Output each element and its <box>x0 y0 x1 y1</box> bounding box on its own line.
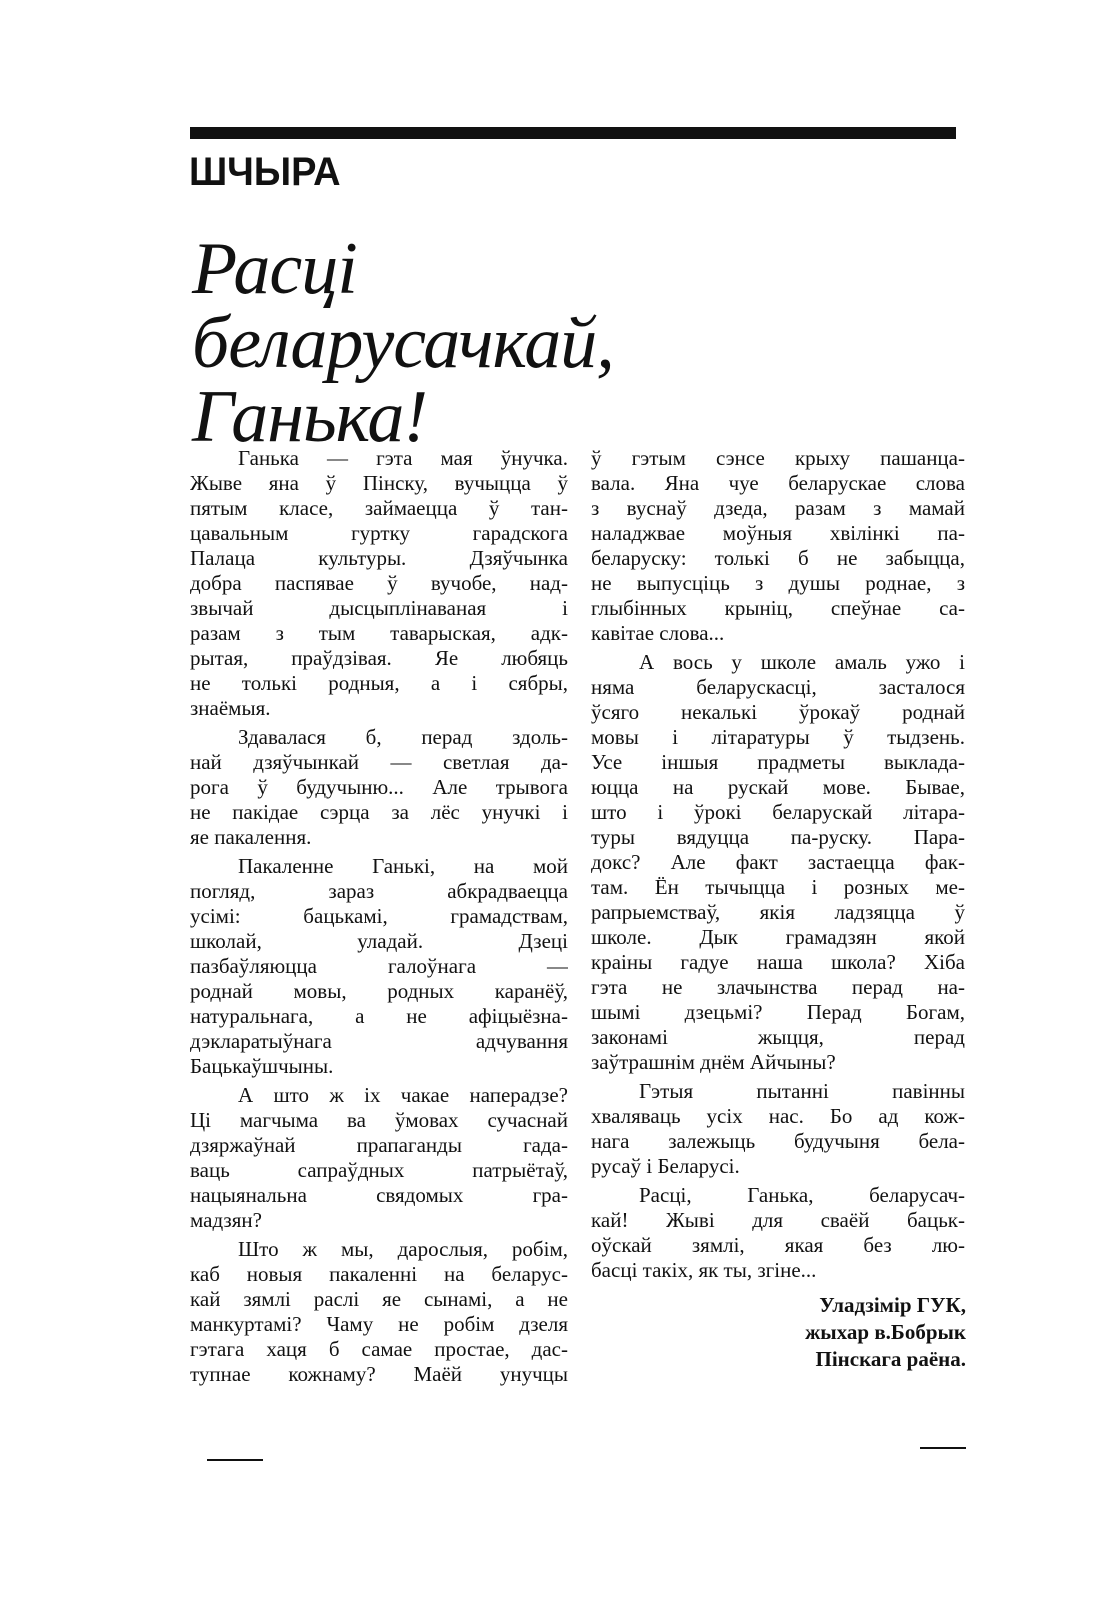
paragraph <box>190 446 568 721</box>
paragraph <box>591 1183 965 1283</box>
text-line: законамі жыцця, перад <box>591 1025 965 1049</box>
text-line: Гэтыя пытанні павінны <box>639 1079 965 1103</box>
title-line: Ганька! <box>192 376 428 458</box>
text-line: ў гэтым сэнсе крыху пашанца- <box>591 446 965 470</box>
text-line: вала. Яна чуе беларускае слова <box>591 471 965 495</box>
text-line: А вось у школе амаль ужо і <box>639 650 965 674</box>
text-line: няма беларускасці, засталося <box>591 675 965 699</box>
paragraph <box>591 650 965 1075</box>
text-line: нага залежыць будучыня бела- <box>591 1129 965 1153</box>
text-line: не пакідае сэрца за лёс унучкі і <box>190 800 568 824</box>
text-line: Здавалася б, перад здоль- <box>238 725 568 749</box>
text-line: што і ўрокі беларускай літара- <box>591 800 965 824</box>
title-line: Расці <box>192 228 357 310</box>
text-line: ваць сапраўдных патрыётаў, <box>190 1158 568 1182</box>
text-line: рытая, праўдзівая. Яе любяць <box>190 646 568 670</box>
text-line: Палаца культуры. Дзяўчынка <box>190 546 568 570</box>
text-line: юцца на рускай мове. Бывае, <box>591 775 965 799</box>
text-line: пазбаўляюцца галоўнага — <box>190 954 568 978</box>
text-line: школай, уладай. Дзеці <box>190 929 568 953</box>
text-line: наладжвае моўныя хвілінкі па- <box>591 521 965 545</box>
author-place: жыхар в.Бобрык <box>805 1320 966 1344</box>
text-line: з вуснаў дзеда, разам з мамай <box>591 496 965 520</box>
footer-rule-left <box>207 1459 263 1461</box>
text-line: заўтрашнім днём Айчыны? <box>591 1050 836 1074</box>
author-signature <box>805 1292 966 1373</box>
text-line: звычай дысцыплінаваная і <box>190 596 568 620</box>
text-line: кавітае слова... <box>591 621 725 645</box>
text-line: гэта не злачынства перад на- <box>591 975 965 999</box>
text-line: мовы і літаратуры ў тыдзень. <box>591 725 965 749</box>
text-line: знаёмыя. <box>190 696 271 720</box>
footer-rule-right <box>920 1447 966 1449</box>
text-line: тупнае кожнаму? Маёй унучцы <box>190 1362 568 1386</box>
text-line: Жыве яна ў Пінску, вучыцца ў <box>190 471 568 495</box>
paragraph <box>190 1083 568 1233</box>
paragraph <box>591 446 965 646</box>
text-line: ўсяго некалькі ўрокаў роднай <box>591 700 965 724</box>
author-name: Уладзімір ГУК, <box>819 1293 966 1317</box>
text-line: гэтага хаця б самае простае, дас- <box>190 1337 568 1361</box>
text-line: не толькі родныя, а і сябры, <box>190 671 568 695</box>
article-column-1 <box>190 446 568 1391</box>
paragraph <box>591 1079 965 1179</box>
text-line: русаў і Беларусі. <box>591 1154 740 1178</box>
text-line: не выпусціць з душы роднае, з <box>591 571 965 595</box>
header-rule <box>190 127 956 139</box>
text-line: басці такіх, як ты, згіне... <box>591 1258 817 1282</box>
text-line: разам з тым таварыская, адк- <box>190 621 568 645</box>
text-line: оўскай зямлі, якая без лю- <box>591 1233 965 1257</box>
text-line: глыбінных крыніц, спеўнае са- <box>591 596 965 620</box>
text-line: А што ж іх чакае наперадзе? <box>238 1083 568 1107</box>
text-line: пятым класе, займаецца ў тан- <box>190 496 568 520</box>
text-line: Ганька — гэта мая ўнучка. <box>238 446 568 470</box>
text-line: цавальным гуртку гарадскога <box>190 521 568 545</box>
text-line: там. Ён тычыцца і розных ме- <box>591 875 965 899</box>
rubric-heading: ШЧЫРА <box>189 150 341 194</box>
text-line: роднай мовы, родных каранёў, <box>190 979 568 1003</box>
text-line: дэкларатыўнага адчування <box>190 1029 568 1053</box>
text-line: туры вядуцца па-руску. Пара- <box>591 825 965 849</box>
text-line: Што ж мы, дарослыя, робім, <box>238 1237 568 1261</box>
text-line: погляд, зараз абкрадваецца <box>190 879 568 903</box>
text-line: добра паспявае ў вучобе, над- <box>190 571 568 595</box>
author-district: Пінскага раёна. <box>815 1347 966 1371</box>
text-line: Ці магчыма ва ўмовах сучаснай <box>190 1108 568 1132</box>
article-column-2 <box>591 446 965 1287</box>
text-line: каб новыя пакаленні на беларус- <box>190 1262 568 1286</box>
paragraph <box>190 725 568 850</box>
text-line: Бацькаўшчыны. <box>190 1054 334 1078</box>
text-line: натуральнага, а не афіцыёзна- <box>190 1004 568 1028</box>
text-line: краіны гадуе наша школа? Хіба <box>591 950 965 974</box>
text-line: беларуску: толькі б не забыцца, <box>591 546 965 570</box>
text-line: кай! Жыві для сваёй бацьк- <box>591 1208 965 1232</box>
paragraph <box>190 1237 568 1387</box>
text-line: Усе іншыя прадметы выклада- <box>591 750 965 774</box>
text-line: манкуртамі? Чаму не робім дзеля <box>190 1312 568 1336</box>
text-line: усімі: бацькамі, грамадствам, <box>190 904 568 928</box>
text-line: Расці, Ганька, беларусач- <box>639 1183 965 1207</box>
text-line: хваляваць усіх нас. Бо ад кож- <box>591 1104 965 1128</box>
text-line: кай зямлі раслі яе сынамі, а не <box>190 1287 568 1311</box>
text-line: дзяржаўнай прапаганды гада- <box>190 1133 568 1157</box>
paragraph <box>190 854 568 1079</box>
text-line: докс? Але факт застаецца фак- <box>591 850 965 874</box>
text-line: Пакаленне Ганькі, на мой <box>238 854 568 878</box>
text-line: нацыянальна свядомых гра- <box>190 1183 568 1207</box>
text-line: най дзяўчынкай — светлая да- <box>190 750 568 774</box>
text-line: рапрыемстваў, якія ладзяцца ў <box>591 900 965 924</box>
title-line: беларусачкай, <box>192 302 614 384</box>
text-line: мадзян? <box>190 1208 262 1232</box>
text-line: рога ў будучыню... Але трывога <box>190 775 568 799</box>
text-line: яе пакалення. <box>190 825 312 849</box>
text-line: шымі дзецьмі? Перад Богам, <box>591 1000 965 1024</box>
text-line: школе. Дык грамадзян якой <box>591 925 965 949</box>
